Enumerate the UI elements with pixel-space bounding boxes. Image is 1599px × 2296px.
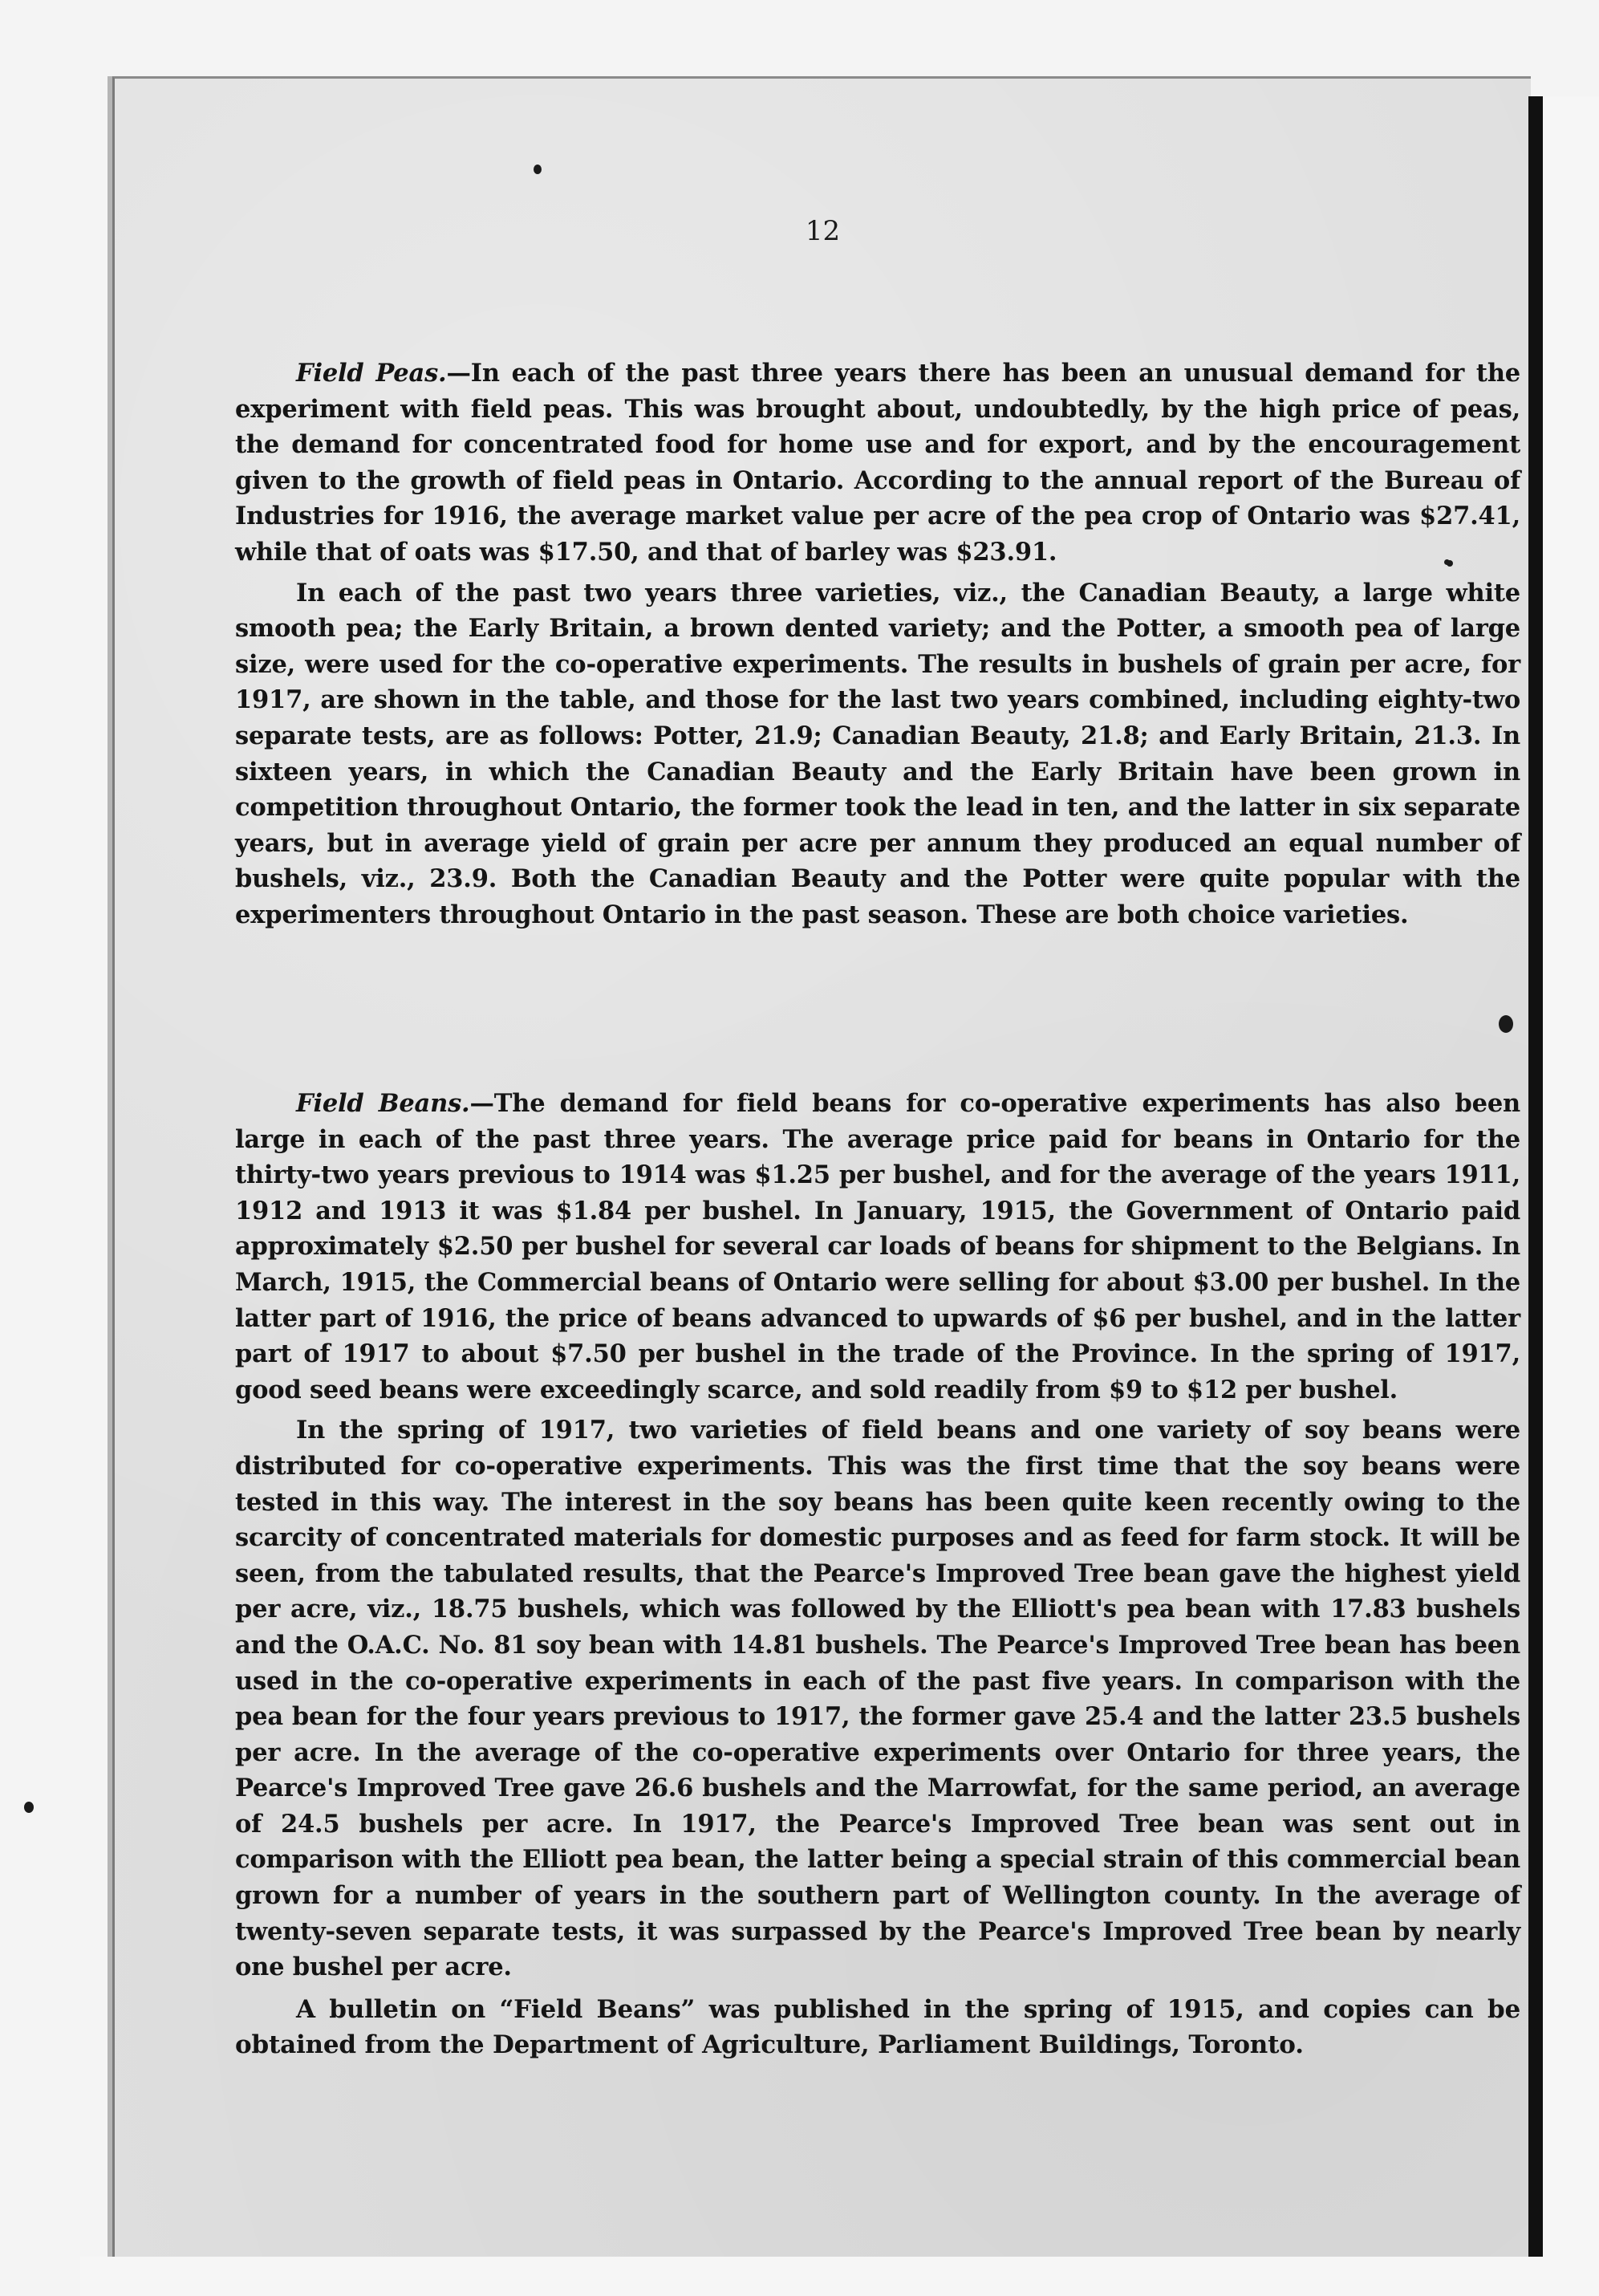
- page-sheet: [112, 76, 1531, 2261]
- field-beans-paragraph-1-text: —The demand for field beans for co-operative experiments has also been large in each of the past three years. The average price paid for beans in Ontario for the thirty-two years previous to 1914 was $1.25 per bushel, and for the average of the years 1911, 1912 and 1913 it was $1.84 per bushel. In January, 1915, the Government of Ontario paid approximately $2.50 per bushel for several car loads of beans for shipment to the Belgians. In March, 1915, the Commercial beans of Ontario were selling for about $3.00 per bushel. In the latter part of 1916, the price of beans advanced to upwards of $6 per bushel, and in the latter part of 1917 to about $7.50 per bushel in the trade of the Province. In the spring of 1917, good seed beans were exceedingly scarce, and sold readily from $9 to $12 per bushel.: [235, 1089, 1521, 1404]
- field-peas-paragraph-1: [235, 356, 1520, 571]
- ink-speck: [1444, 559, 1450, 565]
- field-peas-paragraph-2: In each of the past two years three varieties, viz., the Canadian Beauty, a large white smooth pea; the Early Britain, a brown dented variety; and the Potter, a smooth pea of large size, were used for the co-operative experiments. The results in bushels of grain per acre, for 1917, are shown in the table, and those for the last two years combined, including eighty-two separate tests, are as follows: Potter, 21.9; Canadian Beauty, 21.8; and Early Britain, 21.3. In sixteen years, in which the Canadian Beauty and the Early Britain have been grown in competition throughout Ontario, the former took the lead in ten, and the latter in six separate years, but in average yield of grain per acre per annum they produced an equal number of bushels, viz., 23.9. Both the Canadian Beauty and the Potter were quite popular with the experimenters throughout Ontario in the past season. These are both choice varieties.: [235, 578, 1520, 929]
- ink-blot: [1499, 1015, 1513, 1033]
- field-peas-paragraph-1-text: —In each of the past three years there has been an unusual demand for the experiment with field peas. This was brought about, undoubtedly, by the high price of peas, the demand for concentrated food for home use and for export, and by the encouragement given to the growth of field peas in Ontario. According to the annual report of the Bureau of Industries for 1916, the average market value per acre of the pea crop of Ontario was $27.41, while that of oats was $17.50, and that of barley was $23.91.: [235, 359, 1520, 567]
- field-beans-section: [235, 1086, 1520, 2063]
- field-beans-heading: Field Beans.: [296, 1089, 470, 1118]
- binding-edge: [1528, 96, 1543, 2263]
- field-beans-paragraph-1: [235, 1086, 1520, 1408]
- ink-speck: [534, 165, 542, 174]
- field-beans-paragraph-2: In the spring of 1917, two varieties of field beans and one variety of soy beans were distributed for co-operative experiments. This was the first time that the soy beans were tested in this way. The interest in the soy beans has been quite keen recently owing to the scarcity of concentrated materials for domestic purposes and as feed for farm stock. It will be seen, from the tabulated results, that the Pearce's Improved Tree bean gave the highest yield per acre, viz., 18.75 bushels, which was followed by the Elliott's pea bean with 17.83 bushels and the O.A.C. No. 81 soy bean with 14.81 bushels. The Pearce's Improved Tree bean has been used in the co-operative experiments in each of the past five years. In comparison with the pea bean for the four years previous to 1917, the former gave 25.4 and the latter 23.5 bushels per acre. In the average of the co-operative experiments over Ontario for three years, the Pearce's Improved Tree gave 26.6 bushels and the Marrowfat, for the same period, an average of 24.5 bushels per acre. In 1917, the Pearce's Improved Tree bean was sent out in comparison with the Elliott pea bean, the latter being a special strain of this commercial bean grown for a number of years in the southern part of Wellington county. In the average of twenty-seven separate tests, it was surpassed by the Pearce's Improved Tree bean by nearly one bushel per acre.: [235, 1416, 1520, 1982]
- field-peas-heading: Field Peas.: [296, 359, 447, 388]
- field-beans-bulletin-note: A bulletin on “Field Beans” was published in the spring of 1915, and copies can be obtained from the Department of Agriculture, Parliament Buildings, Toronto.: [235, 1994, 1520, 2060]
- ink-blot: [24, 1802, 34, 1813]
- page-number: 12: [805, 215, 841, 247]
- field-peas-section: [235, 356, 1520, 933]
- scan-margin-right: [1543, 96, 1599, 2263]
- scan-margin-bottom: [80, 2257, 1599, 2296]
